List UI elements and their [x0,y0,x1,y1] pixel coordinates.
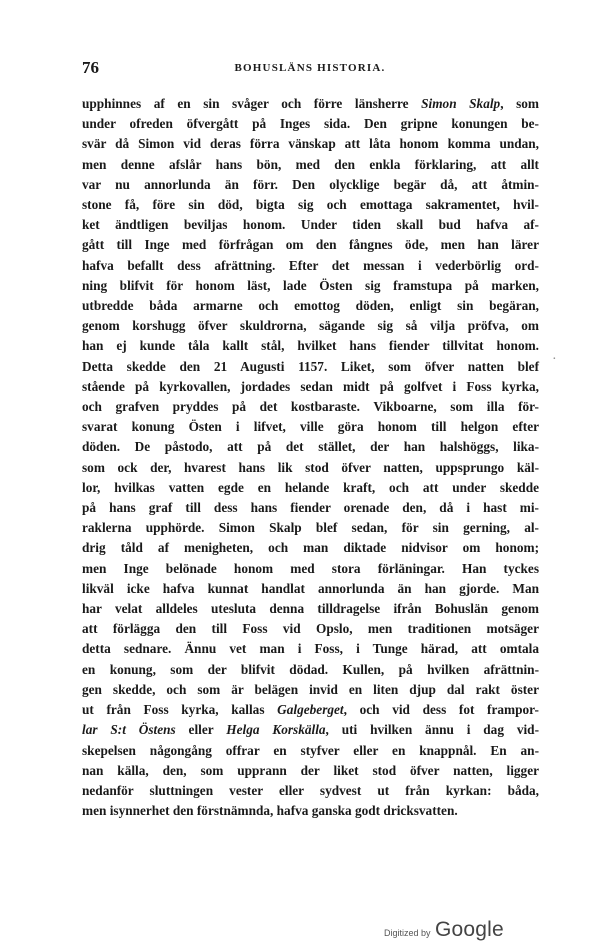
text-segment: , som [500,96,539,111]
text-segment: stående på kyrkovallen, jordades sedan midt på golfvet i Foss kyrka, [82,378,539,394]
text-line [82,417,539,437]
text-segment: drig tåld af menigheten, och man diktade nidvisor om honom; [82,540,539,556]
text-segment: under ofreden öfvergått på Inges sida. Den gripne konungen be- [82,116,539,132]
text-line [82,639,539,659]
page-number: 76 [82,58,99,77]
text-segment: likväl icke hafva kunnat handlat annorlunda än han gjorde. Man [82,580,539,596]
text-segment: har velat alldeles utesluta denna tilldragelse ifrån Bohuslän genom [82,601,539,617]
text-line [82,599,539,619]
body-text [82,94,539,821]
text-segment: men denne afslår hans bön, med den enkla förklaring, att allt [82,156,539,172]
text-line [82,134,539,154]
text-line [82,801,539,821]
text-segment: , uti hvilken ännu i dag vid- [325,722,539,738]
text-segment: , och vid dess fot frampor- [343,702,539,718]
text-line [82,377,539,397]
text-segment: han ej kunde tåla kallt stål, hvilket hans fiender tillvitat honom. [82,338,539,354]
text-line [82,478,539,498]
text-segment: hafva befallt dess afrättning. Efter det messan i vederbörlig ord- [82,257,539,273]
text-segment: ket ändtligen beviljas honom. Under tiden skall bud hafva af- [82,217,539,233]
text-line [82,316,539,336]
text-segment: men Inge belönade honom med stora förläningar. Han tyckes [82,560,539,576]
text-line [82,215,539,235]
text-segment: som ock der, hvarest hans lik stod öfver natten, uppsprungo käl- [82,459,539,475]
text-line [82,538,539,558]
italic-phrase: lar S:t Östens [82,722,176,738]
italic-phrase: Helga Korskälla [226,722,326,738]
text-line [82,357,539,377]
text-line [82,579,539,599]
text-segment: svarat konung Östen i lifvet, ville göra honom till helgon efter [82,419,539,435]
text-line [82,175,539,195]
text-line [82,761,539,781]
running-title: BOHUSLÄNS HISTORIA. [234,62,386,74]
text-segment: var nu annorlunda än förr. Den olycklige begär då, att åtmin- [82,176,539,192]
text-line [82,276,539,296]
text-segment: lor, hvilkas vatten egde en helande kraft, och att under skedde [82,479,539,495]
text-line [82,619,539,639]
text-line [82,700,539,720]
text-segment: stone få, före sin död, bigta sig och emottaga sakramentet, hvil- [82,197,539,213]
text-segment: raklerna upphörde. Simon Skalp blef sedan, för sin gerning, al- [82,520,539,536]
text-segment: en konung, som der blifvit dödad. Kullen, på hvilken afrättnin- [82,661,539,677]
text-line [82,155,539,175]
text-segment: men isynnerhet den förstnämnda, hafva ganska godt dricksvatten. [82,803,458,819]
text-line [82,458,539,478]
text-segment: gått till Inge med förfrågan om den fångnes öde, men han lärer [82,237,539,253]
text-line [82,235,539,255]
text-line [82,256,539,276]
italic-phrase: Galgeberget [277,702,344,718]
text-segment: upphinnes af en sin svåger och förre länsherre [82,96,422,111]
text-line [82,720,539,740]
text-segment: nedanför sluttningen vester eller sydvest ut från kyrkan: båda, [82,782,539,798]
text-line [82,559,539,579]
text-line [82,296,539,316]
text-line [82,195,539,215]
margin-mark: · [552,352,557,367]
italic-phrase: Simon Skalp [421,96,501,111]
digitized-watermark [384,918,504,942]
text-line [82,94,539,114]
text-segment: och grafven pryddes på det kostbaraste. Vikboarne, som illa för- [82,399,539,415]
text-segment: gen skedde, och som är belägen invid en liten djup dal rakt öster [82,681,539,697]
text-line [82,518,539,538]
text-segment: döden. De påstodo, att på det stället, der han halshöggs, lika- [82,439,539,455]
text-line [82,498,539,518]
text-line [82,781,539,801]
text-segment: svär då Simon vid deras förra vänskap att låta honom komma undan, [82,136,539,152]
text-segment: genom korshugg öfver skuldrorna, sägande sig så vilja pröfva, om [82,318,539,334]
watermark-prefix: Digitized by [384,928,431,938]
text-segment: eller [175,722,227,738]
text-line [82,680,539,700]
watermark-brand: Google [434,918,504,941]
text-segment: ning blifvit för honom läst, lade Östen sig framstupa på marken, [82,277,539,293]
text-segment: nan källa, den, som upprann der liket stod öfver natten, ligger [82,762,539,778]
text-line [82,397,539,417]
page-header [82,58,538,78]
text-segment: ut från Foss kyrka, kallas [82,702,278,718]
text-segment: detta sednare. Ännu vet man i Foss, i Tunge härad, att omtala [82,641,539,657]
text-line [82,741,539,761]
text-segment: skepelsen någongång offrar en styfver eller en knappnål. En an- [82,742,539,758]
text-line [82,660,539,680]
text-line [82,114,539,134]
text-segment: på hans graf till dess hans fiender orenade den, då i hast mi- [82,500,539,516]
text-segment: utbredde båda armarne och emottog döden, enligt sin begäran, [82,298,539,314]
text-line [82,336,539,356]
text-segment: Detta skedde den 21 Augusti 1157. Liket, som öfver natten blef [82,358,539,374]
text-line [82,437,539,457]
text-segment: att förlägga den till Foss vid Opslo, men traditionen motsäger [82,621,539,637]
